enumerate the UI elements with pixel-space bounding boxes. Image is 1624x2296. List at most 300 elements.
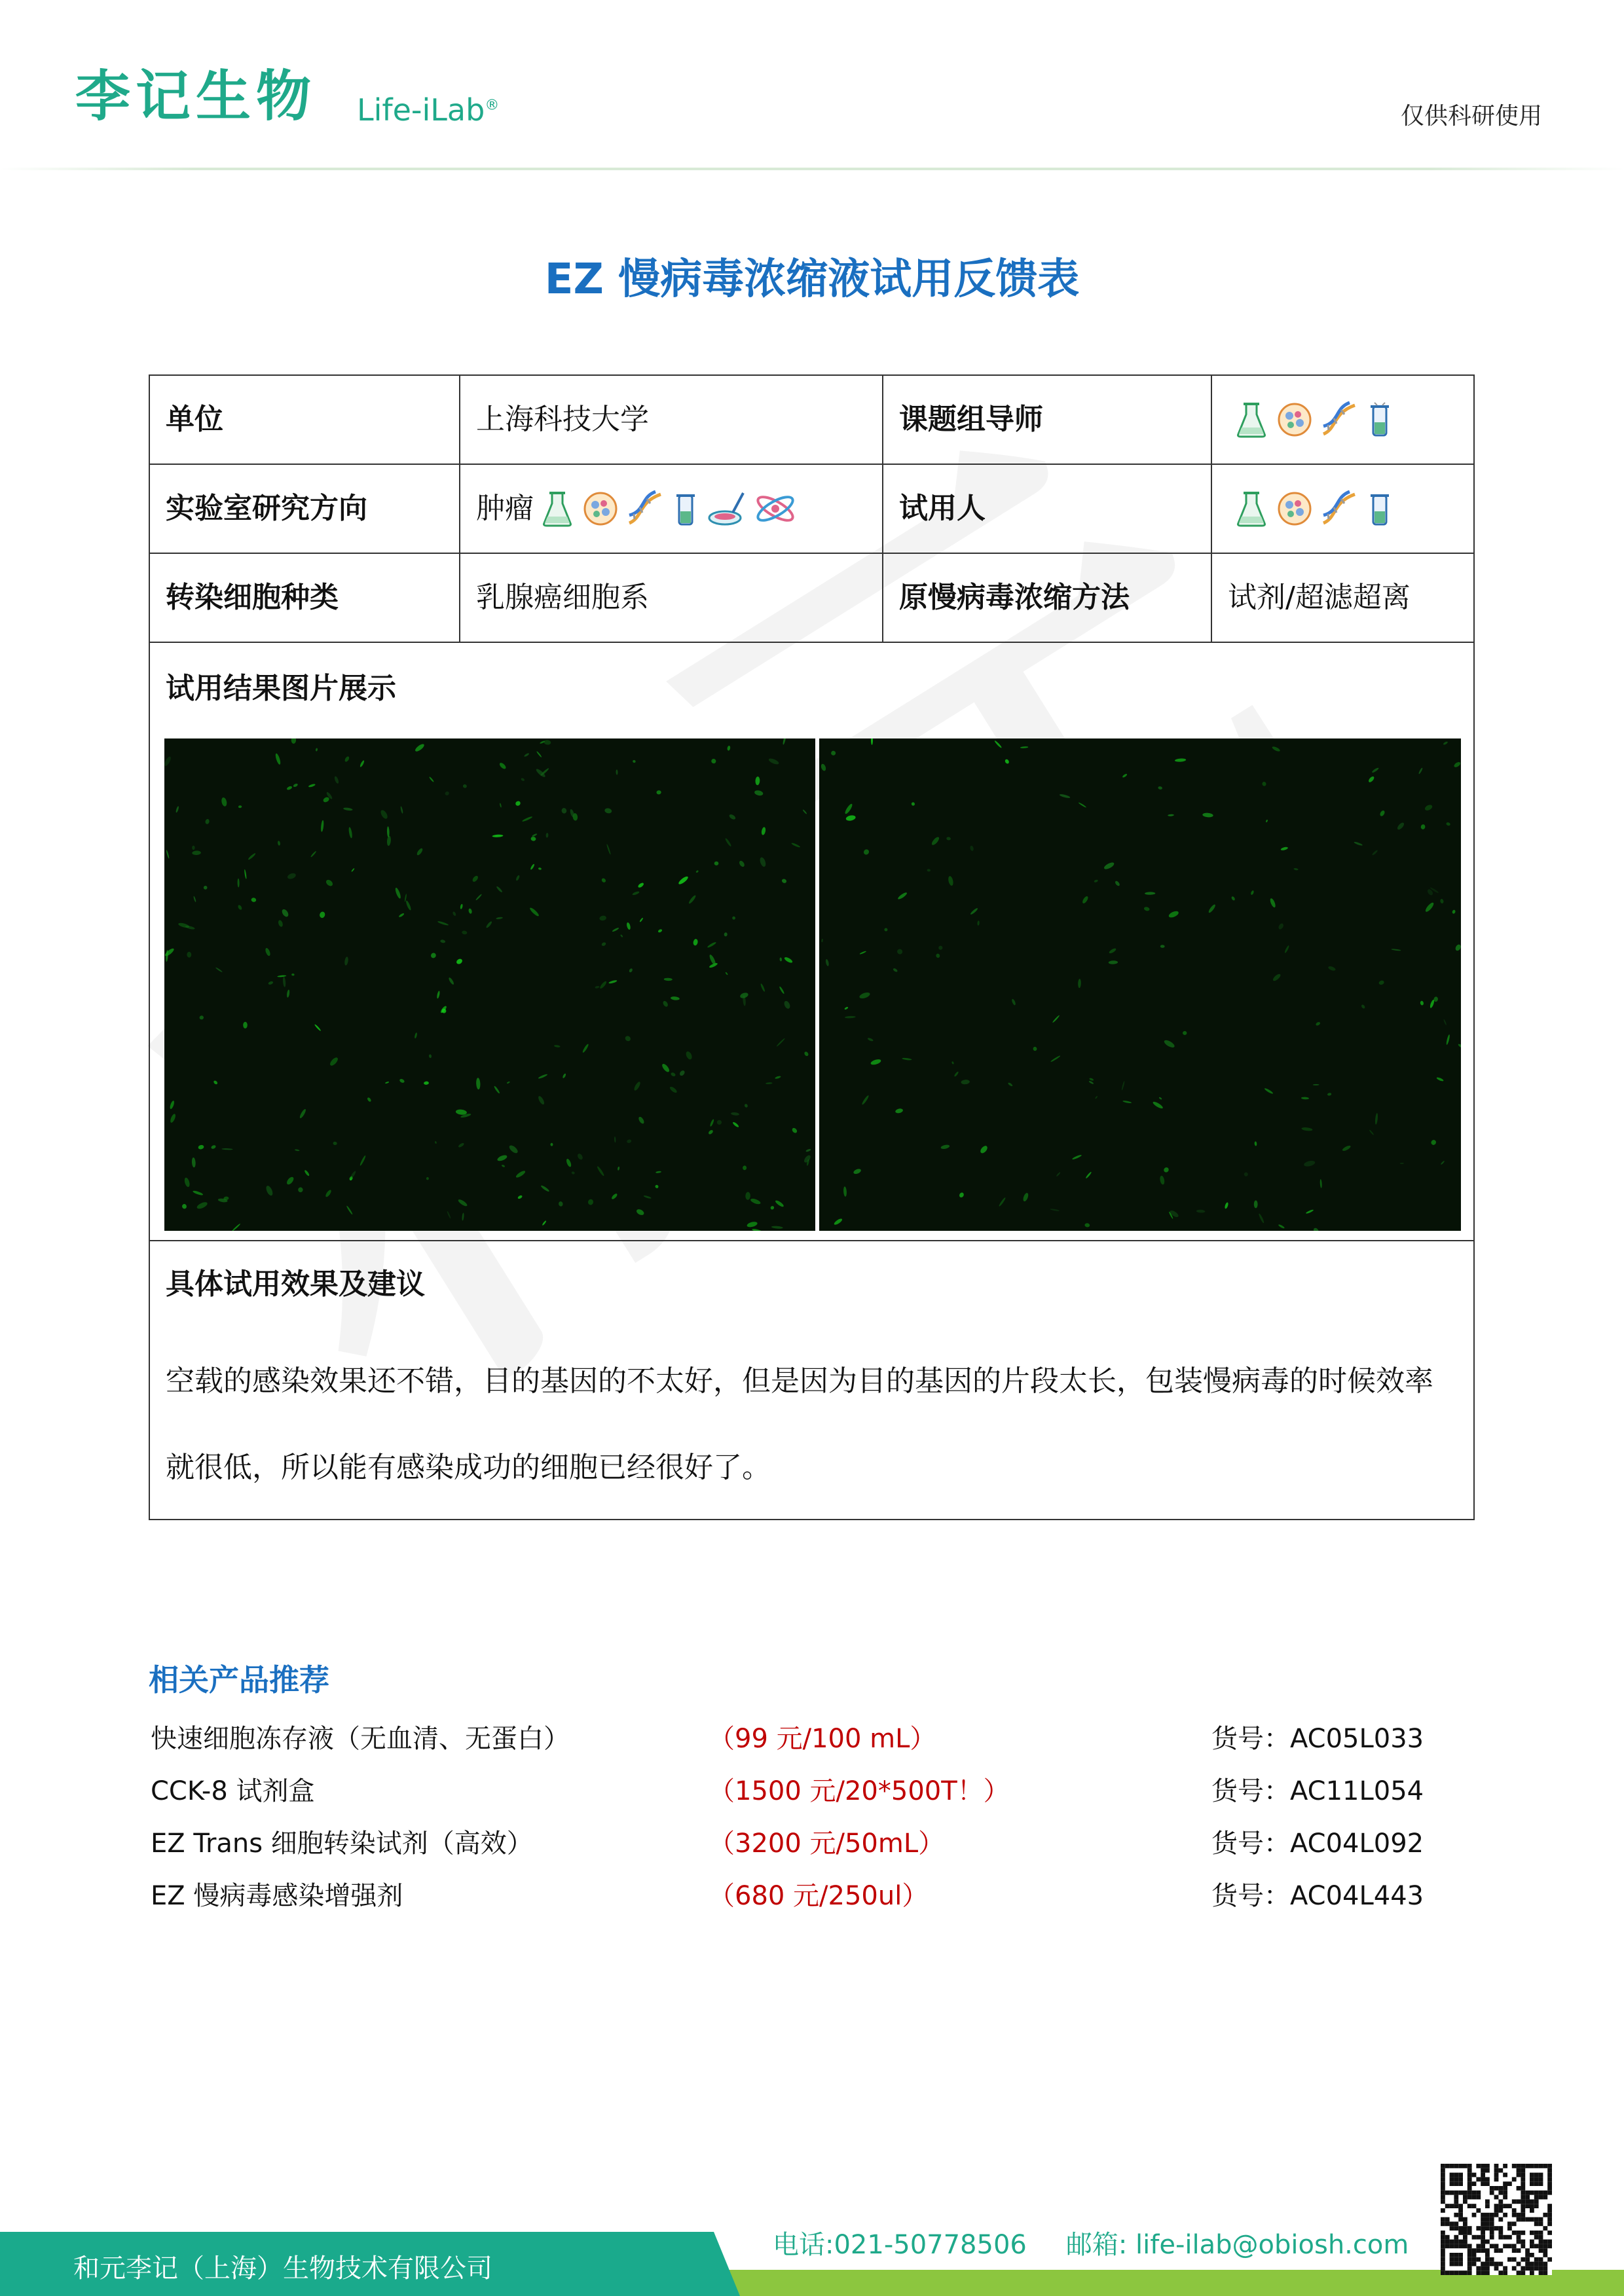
fluorescent-cell bbox=[783, 738, 787, 745]
fluorescent-cell bbox=[508, 1144, 519, 1154]
qr-module bbox=[1463, 2244, 1467, 2248]
registered-mark: ® bbox=[485, 97, 500, 114]
qr-module bbox=[1450, 2177, 1454, 2181]
qr-module bbox=[1525, 2164, 1530, 2168]
fluorescent-cell bbox=[304, 1169, 310, 1176]
qr-module bbox=[1472, 2257, 1477, 2262]
qr-module bbox=[1539, 2257, 1543, 2262]
fluorescent-cell bbox=[329, 1056, 339, 1066]
qr-module bbox=[1476, 2270, 1481, 2275]
supervisor-icons bbox=[1233, 400, 1394, 439]
fluorescent-cell bbox=[1301, 1127, 1312, 1131]
fluorescent-cell bbox=[529, 907, 540, 917]
qr-module bbox=[1521, 2168, 1525, 2173]
fluorescent-cell bbox=[1033, 1046, 1037, 1051]
product-code: 货号：AC04L092 bbox=[1211, 1829, 1424, 1859]
fluorescent-cell bbox=[542, 1220, 547, 1226]
fluorescent-cell bbox=[791, 1127, 798, 1134]
fluorescent-cell bbox=[1396, 822, 1405, 831]
flask-icon bbox=[539, 489, 576, 528]
qr-module bbox=[1498, 2208, 1503, 2213]
qr-module bbox=[1530, 2231, 1534, 2235]
qr-module bbox=[1490, 2257, 1494, 2262]
qr-module bbox=[1525, 2253, 1530, 2257]
fluorescent-cell bbox=[456, 958, 464, 965]
fluorescent-cell bbox=[1094, 879, 1098, 883]
fluorescent-cell bbox=[291, 738, 297, 744]
fluorescent-cell bbox=[291, 974, 295, 976]
fluorescent-cell bbox=[286, 1176, 295, 1186]
fluorescent-cell bbox=[759, 856, 767, 867]
fluorescent-cell bbox=[1424, 804, 1433, 812]
qr-module bbox=[1525, 2266, 1530, 2270]
fluorescent-cell bbox=[1168, 814, 1174, 816]
fluorescent-cell bbox=[243, 1022, 248, 1029]
qr-module bbox=[1445, 2217, 1450, 2222]
fluorescent-cell bbox=[1059, 793, 1070, 799]
qr-module bbox=[1454, 2164, 1458, 2168]
qr-module bbox=[1503, 2195, 1507, 2200]
qr-module bbox=[1441, 2262, 1445, 2267]
qr-module bbox=[1481, 2248, 1485, 2253]
fluorescent-cell bbox=[1315, 1021, 1321, 1027]
fluorescent-cell bbox=[387, 826, 390, 837]
fluorescent-cell bbox=[452, 911, 456, 917]
product-price: （680 元/250ul） bbox=[709, 1881, 929, 1911]
qr-module bbox=[1472, 2181, 1477, 2186]
fluorescent-cell bbox=[599, 915, 607, 921]
qr-module bbox=[1525, 2195, 1530, 2200]
fluorescent-cell bbox=[462, 930, 468, 935]
qr-module bbox=[1476, 2257, 1481, 2262]
qr-module bbox=[1450, 2226, 1454, 2231]
fluorescent-cell bbox=[213, 1080, 218, 1085]
qr-module bbox=[1507, 2204, 1512, 2208]
fluorescent-cell bbox=[1301, 1097, 1309, 1099]
fluorescent-cell bbox=[776, 1038, 785, 1047]
fluorescent-cell bbox=[1424, 902, 1435, 913]
qr-module bbox=[1445, 2221, 1450, 2226]
qr-module bbox=[1547, 2213, 1552, 2217]
product-price: （1500 元/20*500T！） bbox=[709, 1776, 1010, 1806]
fluorescent-cell bbox=[181, 1203, 187, 1209]
fluorescent-cell bbox=[540, 1184, 550, 1192]
fluorescent-cell bbox=[1250, 890, 1254, 896]
fluorescent-cell bbox=[1436, 1077, 1444, 1082]
qr-module bbox=[1445, 2191, 1450, 2195]
qr-module bbox=[1517, 2199, 1521, 2204]
fluorescent-cell bbox=[714, 862, 719, 866]
fluorescent-cell bbox=[1050, 1055, 1061, 1063]
beaker-icon bbox=[671, 489, 700, 528]
fluorescent-cell bbox=[1103, 861, 1115, 870]
qr-module bbox=[1534, 2231, 1539, 2235]
fluorescent-cell bbox=[618, 1167, 620, 1171]
qr-module bbox=[1490, 2221, 1494, 2226]
qr-module bbox=[1494, 2195, 1499, 2200]
qr-module bbox=[1450, 2270, 1454, 2275]
footer-company-name: 和元李记（上海）生物技术有限公司 bbox=[73, 2253, 492, 2284]
fluorescent-cell bbox=[657, 928, 663, 933]
fluorescent-cell bbox=[1078, 802, 1086, 808]
qr-module bbox=[1530, 2181, 1534, 2186]
fluorescent-cell bbox=[399, 1078, 405, 1084]
fluorescent-cell bbox=[199, 1015, 204, 1020]
qr-module bbox=[1534, 2173, 1539, 2178]
fluorescent-cell bbox=[979, 1144, 989, 1154]
qr-module bbox=[1543, 2262, 1547, 2267]
fluorescent-cell bbox=[429, 1054, 432, 1058]
value-concentration-method: 试剂/超滤超离 bbox=[1228, 581, 1411, 614]
fluorescent-cell bbox=[281, 908, 290, 918]
qr-module bbox=[1543, 2164, 1547, 2168]
qr-module bbox=[1481, 2221, 1485, 2226]
fluorescent-cell bbox=[655, 1171, 661, 1173]
qr-module bbox=[1481, 2270, 1485, 2275]
fluorescent-cell bbox=[953, 1071, 959, 1077]
fluorescent-cell bbox=[1272, 973, 1282, 982]
fluorescent-cell bbox=[707, 941, 716, 949]
qr-module bbox=[1534, 2204, 1539, 2208]
fluorescent-cell bbox=[1278, 1224, 1285, 1229]
qr-module bbox=[1441, 2257, 1445, 2262]
fluorescent-cell bbox=[1400, 1163, 1404, 1164]
qr-module bbox=[1458, 2240, 1463, 2244]
fluorescent-cell bbox=[867, 1037, 874, 1042]
fluorescent-cell bbox=[679, 1070, 686, 1077]
qr-module bbox=[1498, 2186, 1503, 2191]
fluorescent-cell bbox=[633, 1081, 642, 1091]
fluorescent-cell bbox=[1196, 1209, 1206, 1212]
qr-module bbox=[1476, 2191, 1481, 2195]
fluorescent-cell bbox=[911, 801, 915, 806]
qr-module bbox=[1498, 2168, 1503, 2173]
qr-module bbox=[1494, 2164, 1499, 2168]
qr-module bbox=[1441, 2240, 1445, 2244]
fluorescent-cell bbox=[1420, 1000, 1424, 1006]
fluorescent-cell bbox=[784, 956, 794, 964]
fluorescent-cell bbox=[627, 1139, 632, 1144]
fluorescent-cell bbox=[193, 896, 196, 902]
qr-module bbox=[1543, 2226, 1547, 2231]
fluorescent-cell bbox=[344, 957, 348, 966]
qr-module bbox=[1458, 2208, 1463, 2213]
qr-module bbox=[1498, 2231, 1503, 2235]
qr-module bbox=[1476, 2235, 1481, 2240]
fluorescent-cell bbox=[760, 983, 766, 993]
qr-module bbox=[1490, 2217, 1494, 2222]
qr-module bbox=[1481, 2173, 1485, 2178]
fluorescent-cell bbox=[611, 1193, 618, 1200]
fluorescent-cell bbox=[447, 1211, 451, 1218]
fluorescent-cell bbox=[1280, 847, 1288, 851]
qr-module bbox=[1454, 2262, 1458, 2267]
fluorescent-cell bbox=[936, 953, 941, 958]
fluorescent-cell bbox=[643, 1195, 652, 1199]
qr-module bbox=[1441, 2270, 1445, 2275]
fluorescent-cell bbox=[747, 1221, 758, 1228]
fluorescent-cell bbox=[166, 850, 170, 859]
feedback-text: 空载的感染效果还不错，目的基因的不太好，但是因为目的基因的片段太长，包装慢病毒的时候效率就很低，所以能有感染成功的细胞已经很好了。 bbox=[166, 1364, 1433, 1484]
fluorescent-cell bbox=[802, 809, 807, 814]
qr-module bbox=[1525, 2248, 1530, 2253]
fluorescent-cell bbox=[524, 752, 530, 757]
qr-module bbox=[1467, 2195, 1472, 2200]
fluorescent-cell bbox=[844, 803, 854, 814]
qr-module bbox=[1525, 2257, 1530, 2262]
fluorescent-cell bbox=[532, 833, 538, 837]
product-price: （99 元/100 mL） bbox=[709, 1724, 936, 1754]
qr-module bbox=[1539, 2221, 1543, 2226]
qr-module bbox=[1485, 2257, 1490, 2262]
qr-module bbox=[1472, 2253, 1477, 2257]
qr-module bbox=[1539, 2177, 1543, 2181]
fluorescent-cell bbox=[457, 1198, 468, 1207]
fluorescent-cell bbox=[750, 1197, 761, 1205]
qr-module bbox=[1534, 2191, 1539, 2195]
fluorescent-cell bbox=[435, 1141, 437, 1144]
fluorescent-cell bbox=[458, 1142, 465, 1148]
fluorescent-cell bbox=[1109, 947, 1117, 954]
product-row bbox=[151, 1719, 1493, 1758]
label-cell-type: 转染细胞种类 bbox=[150, 554, 460, 642]
fluorescent-cell bbox=[732, 1121, 739, 1128]
qr-module bbox=[1450, 2173, 1454, 2178]
qr-module bbox=[1467, 2253, 1472, 2257]
qr-module bbox=[1467, 2186, 1472, 2191]
product-code: 货号：AC04L443 bbox=[1211, 1881, 1424, 1911]
qr-module bbox=[1547, 2257, 1552, 2262]
fluorescent-cell bbox=[203, 885, 208, 890]
qr-module bbox=[1539, 2262, 1543, 2267]
qr-module bbox=[1539, 2235, 1543, 2240]
qr-module bbox=[1467, 2181, 1472, 2186]
fluorescent-cell bbox=[448, 977, 454, 985]
qr-module bbox=[1543, 2248, 1547, 2253]
qr-module bbox=[1512, 2164, 1517, 2168]
fluorescent-cell bbox=[671, 1072, 676, 1077]
fluorescent-cell bbox=[709, 1119, 714, 1127]
fluorescent-cell bbox=[959, 1192, 965, 1198]
section-divider bbox=[150, 1240, 1473, 1241]
qr-module bbox=[1517, 2235, 1521, 2240]
fluorescent-cell bbox=[398, 913, 405, 918]
value-cell-type: 乳腺癌细胞系 bbox=[460, 554, 883, 642]
qr-module bbox=[1450, 2164, 1454, 2168]
fluorescent-cell bbox=[414, 1032, 417, 1039]
qr-module bbox=[1485, 2181, 1490, 2186]
feedback-heading: 具体试用效果及建议 bbox=[166, 1267, 425, 1301]
qr-module bbox=[1503, 2191, 1507, 2195]
fluorescent-cell bbox=[237, 904, 242, 910]
qr-module bbox=[1503, 2235, 1507, 2240]
qr-module bbox=[1521, 2164, 1525, 2168]
qr-module bbox=[1441, 2168, 1445, 2173]
qr-module bbox=[1441, 2177, 1445, 2181]
result-images bbox=[164, 738, 1461, 1231]
fluorescent-cell bbox=[768, 757, 780, 765]
qr-module bbox=[1530, 2240, 1534, 2244]
fluorescent-cell bbox=[515, 875, 520, 881]
qr-module bbox=[1463, 2235, 1467, 2240]
qr-module bbox=[1458, 2226, 1463, 2231]
fluorescent-cell bbox=[205, 818, 210, 824]
qr-module bbox=[1450, 2221, 1454, 2226]
fluorescent-cell bbox=[775, 1076, 781, 1080]
fluorescent-cell bbox=[277, 975, 286, 977]
qr-module bbox=[1441, 2217, 1445, 2222]
fluorescent-cell bbox=[724, 837, 731, 847]
qr-module bbox=[1472, 2195, 1477, 2200]
fluorescent-cell bbox=[297, 1187, 303, 1193]
fluorescent-cell bbox=[515, 800, 521, 807]
qr-module bbox=[1521, 2270, 1525, 2275]
fluorescent-cell bbox=[530, 864, 535, 870]
qr-module bbox=[1467, 2231, 1472, 2235]
fluorescent-cell bbox=[1163, 1167, 1170, 1174]
fluorescent-cell bbox=[731, 1112, 739, 1116]
fluorescent-cell bbox=[215, 967, 223, 973]
qr-module bbox=[1485, 2217, 1490, 2222]
qr-module bbox=[1530, 2191, 1534, 2195]
fluorescence-image-right bbox=[819, 738, 1461, 1231]
fluorescent-cell bbox=[821, 939, 823, 943]
qr-module bbox=[1450, 2257, 1454, 2262]
qr-module bbox=[1512, 2266, 1517, 2270]
qr-module bbox=[1539, 2240, 1543, 2244]
qr-module bbox=[1467, 2248, 1472, 2253]
qr-module bbox=[1503, 2270, 1507, 2275]
fluorescent-cell bbox=[970, 845, 974, 851]
qr-module bbox=[1481, 2266, 1485, 2270]
qr-module bbox=[1517, 2240, 1521, 2244]
qr-module bbox=[1467, 2270, 1472, 2275]
fluorescent-cell bbox=[709, 954, 717, 966]
fluorescent-cell bbox=[1109, 960, 1118, 964]
fluorescent-cell bbox=[349, 1171, 356, 1180]
fluorescent-cell bbox=[394, 887, 401, 899]
fluorescent-cell bbox=[1159, 1175, 1165, 1185]
fluorescent-cell bbox=[494, 1085, 500, 1094]
qr-module bbox=[1512, 2199, 1517, 2204]
fluorescent-cell bbox=[601, 877, 607, 883]
fluorescent-cell bbox=[310, 850, 317, 858]
qr-module bbox=[1472, 2213, 1477, 2217]
qr-module bbox=[1481, 2231, 1485, 2235]
fluorescent-cell bbox=[1008, 1082, 1014, 1087]
qr-module bbox=[1503, 2173, 1507, 2178]
qr-module bbox=[1463, 2231, 1467, 2235]
fluorescent-cell bbox=[530, 836, 536, 841]
qr-code bbox=[1441, 2164, 1552, 2275]
fluorescent-cell bbox=[316, 748, 318, 751]
qr-module bbox=[1534, 2257, 1539, 2262]
fluorescent-cell bbox=[766, 1082, 773, 1085]
qr-module bbox=[1476, 2177, 1481, 2181]
fluorescent-cell bbox=[175, 806, 179, 813]
fluorescent-cell bbox=[1254, 1201, 1258, 1209]
fluorescent-cell bbox=[938, 945, 944, 951]
qr-module bbox=[1543, 2253, 1547, 2257]
qr-module bbox=[1517, 2173, 1521, 2178]
fluorescent-cell bbox=[946, 837, 951, 841]
fluorescent-cell bbox=[538, 867, 542, 870]
qr-module bbox=[1521, 2213, 1525, 2217]
qr-module bbox=[1547, 2231, 1552, 2235]
fluorescent-cell bbox=[1420, 824, 1426, 830]
qr-module bbox=[1521, 2199, 1525, 2204]
qr-module bbox=[1498, 2248, 1503, 2253]
fluorescent-cell bbox=[1122, 773, 1128, 778]
cell-icon bbox=[1276, 490, 1313, 527]
label-trial-user: 试用人 bbox=[883, 465, 1212, 553]
qr-module bbox=[1503, 2244, 1507, 2248]
qr-module bbox=[1512, 2248, 1517, 2253]
qr-module bbox=[1547, 2168, 1552, 2173]
qr-module bbox=[1485, 2253, 1490, 2257]
fluorescent-cell bbox=[783, 1000, 791, 1010]
qr-module bbox=[1494, 2208, 1499, 2213]
qr-module bbox=[1539, 2181, 1543, 2186]
fluorescent-cell bbox=[1284, 945, 1290, 953]
beaker-icon bbox=[1365, 400, 1394, 439]
fluorescent-cell bbox=[1183, 1030, 1187, 1035]
qr-module bbox=[1463, 2226, 1467, 2231]
fluorescent-cell bbox=[169, 1100, 175, 1109]
qr-module bbox=[1476, 2226, 1481, 2231]
qr-module bbox=[1521, 2217, 1525, 2222]
fluorescent-cell bbox=[170, 1113, 177, 1123]
qr-module bbox=[1441, 2199, 1445, 2204]
fluorescent-cell bbox=[1122, 1100, 1132, 1103]
brand-logo-english bbox=[357, 92, 500, 128]
qr-module bbox=[1498, 2217, 1503, 2222]
qr-module bbox=[1445, 2244, 1450, 2248]
qr-module bbox=[1467, 2168, 1472, 2173]
fluorescent-cell bbox=[1078, 979, 1081, 988]
qr-module bbox=[1547, 2217, 1552, 2222]
qr-module bbox=[1441, 2186, 1445, 2191]
qr-module bbox=[1450, 2240, 1454, 2244]
fluorescent-cell bbox=[444, 791, 450, 796]
qr-module bbox=[1450, 2262, 1454, 2267]
qr-module bbox=[1494, 2213, 1499, 2217]
fluorescent-cell bbox=[196, 1201, 208, 1210]
value-supervisor bbox=[1212, 376, 1473, 464]
fluorescent-cell bbox=[1121, 1081, 1125, 1091]
fluorescent-cell bbox=[1084, 1223, 1090, 1228]
qr-module bbox=[1458, 2253, 1463, 2257]
fluorescent-cell bbox=[1175, 758, 1187, 762]
fluorescent-cell bbox=[716, 1119, 722, 1125]
fluorescent-cell bbox=[897, 892, 908, 901]
qr-module bbox=[1494, 2173, 1499, 2178]
research-only-note: 仅供科研使用 bbox=[1400, 103, 1542, 130]
fluorescent-cell bbox=[601, 941, 606, 946]
fluorescent-cell bbox=[599, 980, 608, 989]
fluorescent-cell bbox=[638, 1116, 646, 1124]
qr-module bbox=[1463, 2240, 1467, 2244]
related-products-title: 相关产品推荐 bbox=[149, 1662, 329, 1698]
fluorescent-cell bbox=[1152, 1101, 1164, 1110]
fluorescent-cell bbox=[779, 957, 782, 961]
fluorescent-cell bbox=[1371, 767, 1379, 774]
fluorescent-cell bbox=[626, 922, 631, 930]
qr-module bbox=[1547, 2173, 1552, 2178]
fluorescent-cell bbox=[1375, 1113, 1378, 1125]
fluorescent-cell bbox=[664, 977, 673, 981]
qr-module bbox=[1463, 2221, 1467, 2226]
